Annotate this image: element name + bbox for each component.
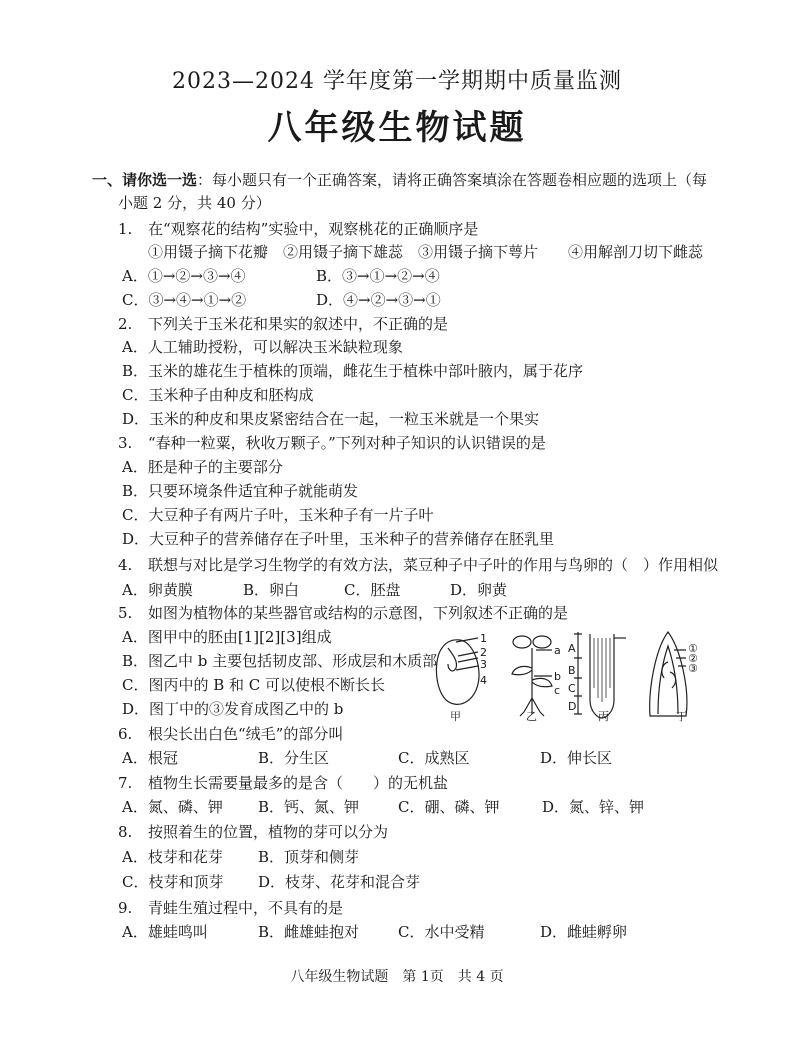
figure-caption-ding: 丁	[676, 710, 687, 723]
option: C．胚盘	[344, 581, 401, 599]
option: D．雌蛙孵卵	[540, 923, 628, 941]
option: C．图丙中的 B 和 C 可以使根不断长长	[122, 676, 386, 694]
figure-part-label: ①	[688, 642, 698, 655]
figure-part-label: 1	[480, 632, 487, 645]
question-stem: 根尖长出白色“绒毛”的部分叫	[148, 725, 344, 743]
option: D．卵黄	[450, 581, 508, 599]
figure-part-label: A	[568, 642, 576, 655]
figure-part-label: C	[568, 682, 576, 695]
option: A．①→②→③→④	[122, 267, 246, 285]
figure-part-label: ②	[688, 652, 698, 665]
option: A．图甲中的胚由[1][2][3]组成	[122, 628, 332, 646]
question-number: 7.	[118, 774, 133, 792]
figure-part-label: D	[568, 700, 577, 713]
option: D．枝芽、花芽和混合芽	[258, 873, 421, 891]
option: B．分生区	[258, 749, 330, 767]
option: C．枝芽和顶芽	[122, 873, 224, 891]
option: C．硼、磷、钾	[398, 798, 500, 816]
question-number: 5.	[118, 604, 133, 622]
option: C．玉米种子由种皮和胚构成	[122, 386, 314, 404]
option: D．伸长区	[540, 749, 613, 767]
option: B．钙、氮、钾	[258, 798, 360, 816]
figure-part-label: b	[554, 670, 561, 683]
question-number: 6.	[118, 725, 133, 743]
option: A．人工辅助授粉，可以解决玉米缺粒现象	[122, 338, 403, 356]
option: C．大豆种子有两片子叶，玉米种子有一片子叶	[122, 506, 434, 524]
option: B．只要环境条件适宜种子就能萌发	[122, 482, 359, 500]
question-number: 1.	[118, 220, 133, 238]
plant-structure-figure	[428, 628, 708, 720]
option: C．成熟区	[398, 749, 470, 767]
section-instruction-cont: 小题 2 分，共 40 分）	[118, 194, 271, 212]
figure-part-label: 2	[480, 646, 487, 659]
question-number: 8.	[118, 823, 133, 841]
figure-part-label: 4	[480, 674, 487, 687]
figure-part-label: ③	[688, 662, 698, 675]
option: A．雄蛙鸣叫	[122, 923, 208, 941]
question-number: 2.	[118, 315, 133, 333]
option: D．④→②→③→①	[316, 291, 441, 309]
question-stem: “春种一粒粟，秋收万颗子。”下列对种子知识的认识错误的是	[148, 434, 546, 452]
figure-part-label: a	[554, 644, 561, 657]
figure-part-label: c	[554, 684, 561, 697]
option: B．雌雄蛙抱对	[258, 923, 360, 941]
option: A．卵黄膜	[122, 581, 193, 599]
figure-caption-bing: 丙	[598, 710, 609, 723]
figure-part-label: 3	[480, 658, 487, 671]
option: B．图乙中 b 主要包括韧皮部、形成层和木质部	[122, 652, 438, 670]
section-instruction: 一、请你选一选：每小题只有一个正确答案，请将正确答案填涂在答题卷相应题的选项上（每	[92, 171, 708, 189]
option: D．氮、锌、钾	[542, 798, 645, 816]
exam-header-title: 2023—2024 学年度第一学期期中质量监测	[172, 69, 622, 94]
option: A．胚是种子的主要部分	[122, 458, 283, 476]
option: B．卵白	[243, 581, 300, 599]
question-stem: 下列关于玉米花和果实的叙述中，不正确的是	[148, 315, 449, 333]
question-stem: 按照着生的位置，植物的芽可以分为	[148, 823, 389, 841]
question-number: 4.	[118, 556, 133, 574]
seedling-drawing	[512, 636, 552, 716]
option: B．顶芽和侧芽	[258, 848, 360, 866]
option: A．枝芽和花芽	[122, 848, 223, 866]
bud-drawing	[650, 632, 687, 716]
question-stem: 青蛙生殖过程中，不具有的是	[148, 899, 344, 917]
page-footer: 八年级生物试题 第 1页 共 4 页	[290, 969, 504, 985]
option: C．水中受精	[398, 923, 485, 941]
option: D．大豆种子的营养储存在子叶里，玉米种子的营养储存在胚乳里	[122, 530, 555, 548]
question-stem: 联想与对比是学习生物学的有效方法，菜豆种子中子叶的作用与鸟卵的（ ）作用相似	[148, 556, 719, 574]
option: D．图丁中的③发育成图乙中的 b	[122, 700, 344, 718]
root-tip-drawing	[574, 632, 626, 718]
figure-caption-yi: 乙	[526, 710, 537, 723]
option: A．氮、磷、钾	[122, 798, 223, 816]
option: C．③→④→①→②	[122, 291, 247, 309]
question-stem: 在“观察花的结构”实验中，观察桃花的正确顺序是	[148, 220, 479, 238]
figure-part-label: B	[568, 664, 576, 677]
figure-caption-jia: 甲	[450, 710, 461, 723]
question-stem: 如图为植物体的某些器官或结构的示意图，下列叙述不正确的是	[148, 604, 569, 622]
option: D．玉米的种皮和果皮紧密结合在一起，一粒玉米就是一个果实	[122, 410, 540, 428]
seed-drawing	[436, 638, 479, 704]
exam-subject-title: 八年级生物试题	[267, 108, 527, 148]
question-sub: ①用镊子摘下花瓣 ②用镊子摘下雄蕊 ③用镊子摘下萼片 ④用解剖刀切下雌蕊	[148, 243, 704, 261]
option: B．③→①→②→④	[316, 267, 440, 285]
option: B．玉米的雄花生于植株的顶端，雌花生于植株中部叶腋内，属于花序	[122, 362, 584, 380]
question-number: 9.	[118, 899, 133, 917]
option: A．根冠	[122, 749, 178, 767]
question-number: 3.	[118, 434, 133, 452]
question-stem: 植物生长需要量最多的是含（ ）的无机盐	[148, 774, 449, 792]
